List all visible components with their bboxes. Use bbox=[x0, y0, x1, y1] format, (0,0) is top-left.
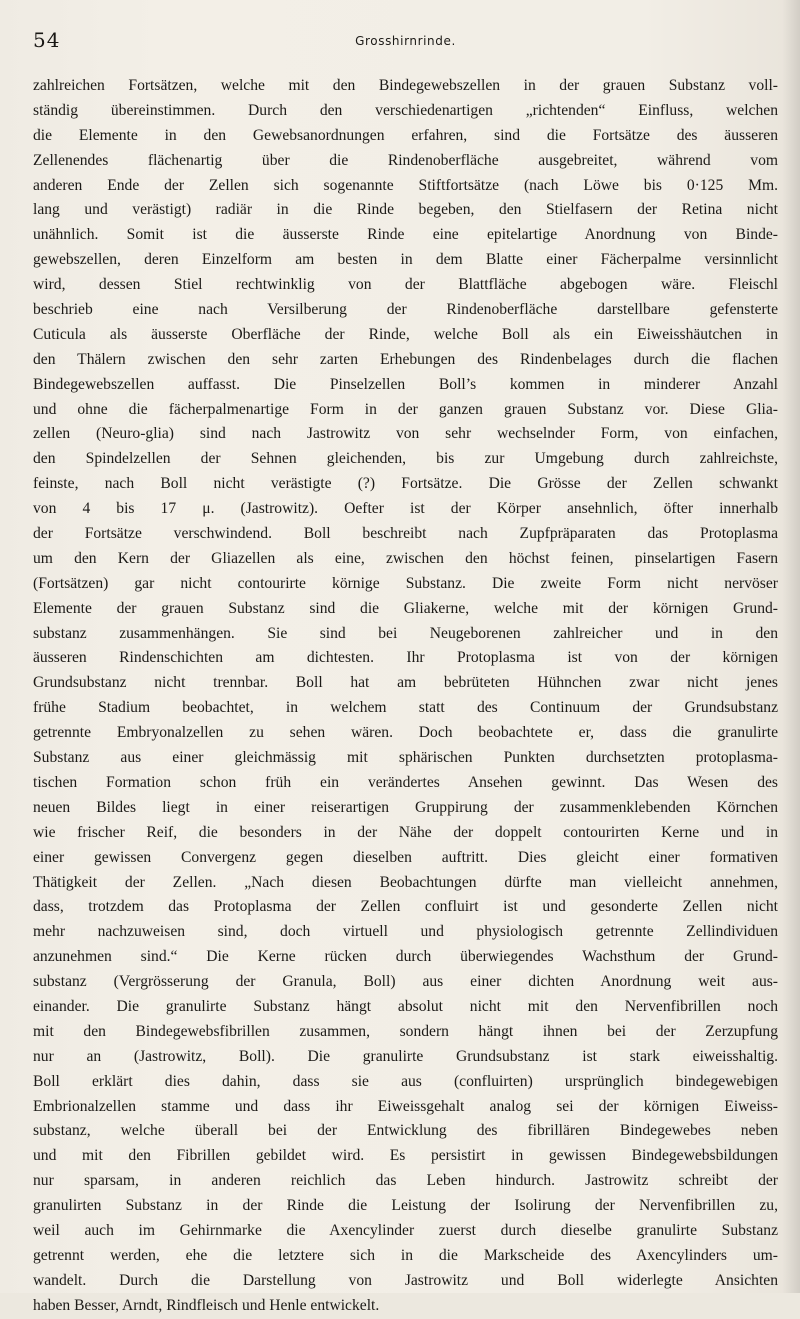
text-line: substanz zusammenhängen. Sie sind bei Neugeborenen zahlreicher und in den bbox=[33, 624, 778, 642]
page-edge-shadow bbox=[782, 0, 800, 1293]
text-line: neuen Bildes liegt in einer reiserartigen Gruppirung der zusammenklebenden Körnchen bbox=[33, 798, 778, 816]
text-line: mit den Bindegewebsfibrillen zusammen, sondern hängt ihnen bei der Zerzupfung bbox=[33, 1022, 778, 1040]
text-line: wandelt. Durch die Darstellung von Jastrowitz und Boll widerlegte Ansichten bbox=[33, 1271, 778, 1289]
text-line: haben Besser, Arndt, Rindfleisch und Henle entwickelt. bbox=[33, 1296, 380, 1314]
text-line: zellen (Neuro-glia) sind nach Jastrowitz von sehr wechselnder Form, von einfachen, bbox=[33, 425, 778, 443]
text-line: der Fortsätze verschwindend. Boll beschreibt nach Zupfpräparaten das Protoplasma bbox=[33, 525, 778, 543]
text-line: um den Kern der Gliazellen als eine, zwischen den höchst feinen, pinselartigen Fasern bbox=[33, 549, 778, 567]
text-line: die Elemente in den Gewebsanordnungen erfahren, sind die Fortsätze des äusseren bbox=[33, 126, 778, 144]
text-line: von 4 bis 17 μ. (Jastrowitz). Oefter ist der Körper ansehnlich, öfter innerhalb bbox=[33, 500, 778, 518]
text-line: Elemente der grauen Substanz sind die Gliakerne, welche mit der körnigen Grund- bbox=[33, 599, 778, 617]
page-header bbox=[33, 28, 778, 56]
text-line: feinste, nach Boll nicht verästigte (?) Fortsätze. Die Grösse der Zellen schwankt bbox=[33, 475, 778, 493]
text-line: dass, trotzdem das Protoplasma der Zellen confluirt ist und gesonderte Zellen nicht bbox=[33, 898, 778, 916]
text-line: Grundsubstanz nicht trennbar. Boll hat am bebrüteten Hühnchen zwar nicht jenes bbox=[33, 674, 778, 692]
text-line: anzunehmen sind.“ Die Kerne rücken durch überwiegendes Wachsthum der Grund- bbox=[33, 948, 778, 966]
text-line: äusseren Rindenschichten am dichtesten. Ihr Protoplasma ist von der körnigen bbox=[33, 649, 778, 667]
page-number: 54 bbox=[33, 28, 61, 52]
text-line: lang und verästigt) radiär in die Rinde begeben, den Stielfasern der Retina nicht bbox=[33, 201, 778, 219]
text-line: unähnlich. Somit ist die äusserste Rinde eine epitelartige Anordnung von Binde- bbox=[33, 226, 778, 244]
running-head: Grosshirnrinde. bbox=[355, 34, 456, 48]
text-line: Substanz aus einer gleichmässig mit sphärischen Punkten durchsetzten protoplasma- bbox=[33, 749, 778, 767]
text-line: frühe Stadium beobachtet, in welchem statt des Continuum der Grundsubstanz bbox=[33, 699, 778, 717]
text-line: ständig übereinstimmen. Durch den verschiedenartigen „richtenden“ Einfluss, welchen bbox=[33, 101, 778, 119]
text-line: wird, dessen Stiel rechtwinklig von der Blattfläche abgebogen wäre. Fleischl bbox=[33, 276, 778, 294]
text-line: tischen Formation schon früh ein verändertes Ansehen gewinnt. Das Wesen des bbox=[33, 773, 778, 791]
text-line: granulirten Substanz in der Rinde die Leistung der Isolirung der Nervenfibrillen zu, bbox=[33, 1197, 778, 1215]
text-line: mehr nachzuweisen sind, doch virtuell und physiologisch getrennte Zellindividuen bbox=[33, 923, 778, 941]
text-line: und mit den Fibrillen gebildet wird. Es persistirt in gewissen Bindegewebsbildungen bbox=[33, 1147, 778, 1165]
text-line: den Spindelzellen der Sehnen gleichenden, bis zur Umgebung durch zahlreichste, bbox=[33, 450, 778, 468]
text-line: Embrionalzellen stamme und dass ihr Eiweissgehalt analog sei der körnigen Eiweiss- bbox=[33, 1097, 778, 1115]
text-line: substanz, welche überall bei der Entwicklung des fibrillären Bindegewebes neben bbox=[33, 1122, 778, 1140]
text-line: weil auch im Gehirnmarke die Axencylinder zuerst durch dieselbe granulirte Substanz bbox=[33, 1221, 778, 1239]
text-line: nur sparsam, in anderen reichlich das Leben hindurch. Jastrowitz schreibt der bbox=[33, 1172, 778, 1190]
text-line: Bindegewebszellen auffasst. Die Pinselzellen Boll’s kommen in minderer Anzahl bbox=[33, 375, 778, 393]
text-line: substanz (Vergrösserung der Granula, Boll) aus einer dichten Anordnung weit aus- bbox=[33, 973, 778, 991]
text-line: zahlreichen Fortsätzen, welche mit den Bindegewebszellen in der grauen Substanz voll- bbox=[33, 77, 778, 94]
text-line: wie frischer Reif, die besonders in der Nähe der doppelt contourirten Kerne und in bbox=[33, 823, 778, 841]
text-line: den Thälern zwischen den sehr zarten Erhebungen des Rindenbelages durch die flachen bbox=[33, 350, 778, 368]
text-line: beschrieb eine nach Versilberung der Rindenoberfläche darstellbare gefensterte bbox=[33, 301, 778, 319]
text-line: gewebszellen, deren Einzelform am besten in dem Blatte einer Fächerpalme versinnlicht bbox=[33, 251, 778, 269]
text-line: Zellenendes flächenartig über die Rindenoberfläche ausgebreitet, während vom bbox=[33, 151, 778, 169]
text-line: Cuticula als äusserste Oberfläche der Rinde, welche Boll als ein Eiweisshäutchen in bbox=[33, 325, 778, 343]
text-line: getrennt werden, ehe die letztere sich in die Markscheide des Axencylinders um- bbox=[33, 1246, 778, 1264]
text-line: anderen Ende der Zellen sich sogenannte Stiftfortsätze (nach Löwe bis 0·125 Mm. bbox=[33, 176, 778, 194]
text-line: und ohne die fächerpalmenartige Form in der ganzen grauen Substanz vor. Diese Glia- bbox=[33, 400, 778, 418]
text-line: einer gewissen Convergenz gegen dieselben auftritt. Dies gleicht einer formativen bbox=[33, 848, 778, 866]
body-text bbox=[33, 74, 778, 1319]
text-line: einander. Die granulirte Substanz hängt absolut nicht mit den Nervenfibrillen noch bbox=[33, 997, 778, 1015]
text-line: nur an (Jastrowitz, Boll). Die granulirte Grundsubstanz ist stark eiweisshaltig. bbox=[33, 1047, 778, 1065]
text-line: getrennte Embryonalzellen zu sehen wären. Doch beobachtete er, dass die granulirte bbox=[33, 724, 778, 742]
text-line: (Fortsätzen) gar nicht contourirte körnige Substanz. Die zweite Form nicht nervöser bbox=[33, 574, 778, 592]
text-line: Thätigkeit der Zellen. „Nach diesen Beobachtungen dürfte man vielleicht annehmen, bbox=[33, 873, 778, 891]
text-line: Boll erklärt dies dahin, dass sie aus (confluirten) ursprünglich bindegewebigen bbox=[33, 1072, 778, 1090]
